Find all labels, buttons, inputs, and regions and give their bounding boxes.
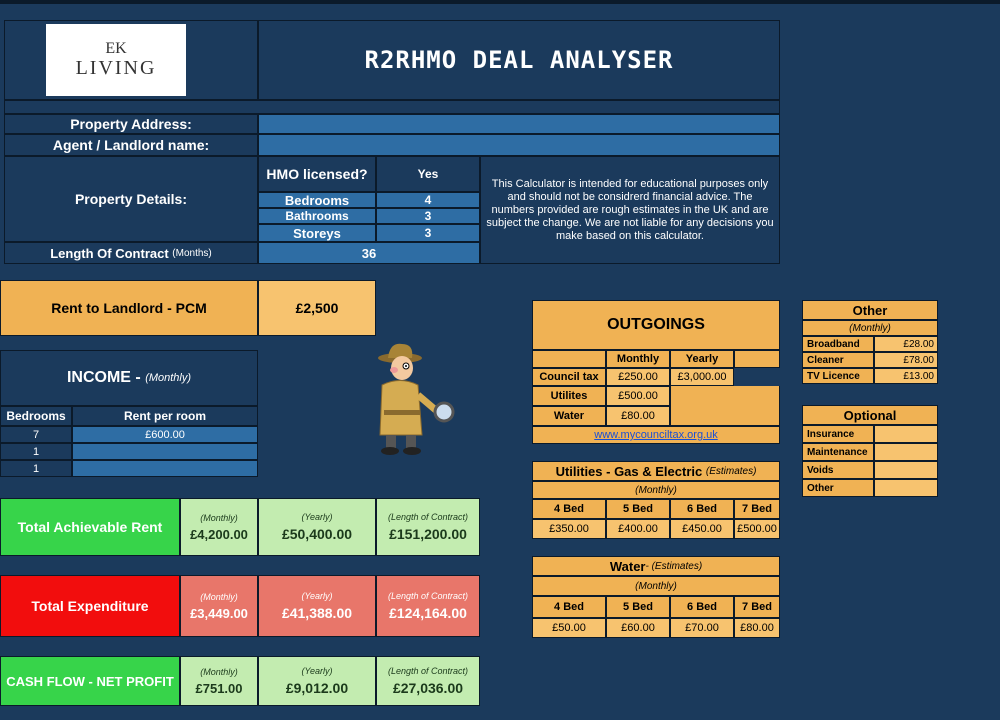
spacer-row xyxy=(4,100,780,114)
contract-label-text: Length Of Contract xyxy=(50,245,169,261)
water-estimates-title-text: Water xyxy=(609,558,646,574)
income-row-3-rent[interactable] xyxy=(72,460,258,477)
utilities-value-7: £500.00 xyxy=(734,519,780,539)
outgoings-filler-top xyxy=(734,350,780,368)
total-rent-contract-head: (Length of Contract) xyxy=(387,512,469,522)
company-logo xyxy=(46,24,186,96)
water-value-7: £80.00 xyxy=(734,618,780,638)
total-rent-contract-value: £151,200.00 xyxy=(389,526,467,542)
water-monthly[interactable]: £80.00 xyxy=(606,406,670,426)
hmo-label: HMO licensed? xyxy=(258,156,376,192)
outgoings-title: OUTGOINGS xyxy=(532,300,780,350)
water-value-6: £70.00 xyxy=(670,618,734,638)
expenditure-contract-value: £124,164.00 xyxy=(389,605,467,621)
optional-item-1-value[interactable] xyxy=(874,425,938,443)
optional-item-1-label: Insurance xyxy=(802,425,874,443)
optional-item-2-label: Maintenance xyxy=(802,443,874,461)
utilities-head-4: 4 Bed xyxy=(532,499,606,519)
council-tax-link[interactable] xyxy=(532,426,780,444)
total-rent-monthly xyxy=(180,498,258,556)
storeys-value[interactable]: 3 xyxy=(376,224,480,242)
water-estimates-title xyxy=(532,556,780,576)
utilities-estimates-monthly: (Monthly) xyxy=(532,481,780,499)
outgoings-col-yearly: Yearly xyxy=(670,350,734,368)
bathrooms-value[interactable]: 3 xyxy=(376,208,480,224)
address-input[interactable] xyxy=(258,114,780,134)
bathrooms-label: Bathrooms xyxy=(258,208,376,224)
income-row-2-rent[interactable] xyxy=(72,443,258,460)
property-details-label: Property Details: xyxy=(4,156,258,242)
total-rent-contract xyxy=(376,498,480,556)
total-rent-yearly-head: (Yearly) xyxy=(301,512,333,522)
address-label: Property Address: xyxy=(4,114,258,134)
utilities-head-5: 5 Bed xyxy=(606,499,670,519)
income-title-text: INCOME - xyxy=(66,369,141,386)
contract-length-label xyxy=(4,242,258,264)
total-rent-label: Total Achievable Rent xyxy=(0,498,180,556)
water-head-7: 7 Bed xyxy=(734,596,780,618)
water-head-5: 5 Bed xyxy=(606,596,670,618)
other-item-3-value[interactable]: £13.00 xyxy=(874,368,938,384)
agent-label: Agent / Landlord name: xyxy=(4,134,258,156)
top-bar xyxy=(0,0,1000,4)
utilities-label: Utilites xyxy=(532,386,606,406)
cashflow-contract xyxy=(376,656,480,706)
storeys-label: Storeys xyxy=(258,224,376,242)
water-label: Water xyxy=(532,406,606,426)
other-item-3-label: TV Licence xyxy=(802,368,874,384)
contract-unit: (Months) xyxy=(172,247,212,259)
water-estimates-title-sub: - (Estimates) xyxy=(645,560,703,572)
other-item-1-label: Broadband xyxy=(802,336,874,352)
expenditure-contract-head: (Length of Contract) xyxy=(387,591,469,601)
utilities-head-6: 6 Bed xyxy=(670,499,734,519)
council-tax-link-text[interactable]: www.mycounciltax.org.uk xyxy=(594,429,718,441)
optional-item-2-value[interactable] xyxy=(874,443,938,461)
council-tax-monthly[interactable]: £250.00 xyxy=(606,368,670,386)
income-row-2-bedrooms[interactable]: 1 xyxy=(0,443,72,460)
council-tax-yearly: £3,000.00 xyxy=(670,368,734,386)
outgoings-filler-mid xyxy=(670,386,780,426)
water-head-4: 4 Bed xyxy=(532,596,606,618)
outgoings-corner xyxy=(532,350,606,368)
income-title-sub: (Monthly) xyxy=(145,372,192,384)
income-row-1-rent[interactable]: £600.00 xyxy=(72,426,258,443)
total-rent-yearly xyxy=(258,498,376,556)
expenditure-monthly-head: (Monthly) xyxy=(200,591,238,602)
cashflow-yearly xyxy=(258,656,376,706)
expenditure-yearly-value: £41,388.00 xyxy=(281,605,353,621)
water-value-5: £60.00 xyxy=(606,618,670,638)
utilities-value-4: £350.00 xyxy=(532,519,606,539)
water-head-6: 6 Bed xyxy=(670,596,734,618)
expenditure-yearly-head: (Yearly) xyxy=(301,591,333,601)
optional-item-4-value[interactable] xyxy=(874,479,938,497)
hmo-value[interactable]: Yes xyxy=(376,156,480,192)
cashflow-monthly-head: (Monthly) xyxy=(200,666,238,677)
council-tax-label: Council tax xyxy=(532,368,606,386)
page-title: R2RHMO DEAL ANALYSER xyxy=(258,20,780,100)
contract-length-value[interactable]: 36 xyxy=(258,242,480,264)
rent-value[interactable]: £2,500 xyxy=(258,280,376,336)
utilities-estimates-title-text: Utilities - Gas & Electric xyxy=(555,463,703,479)
optional-item-3-value[interactable] xyxy=(874,461,938,479)
expenditure-yearly xyxy=(258,575,376,637)
other-item-2-value[interactable]: £78.00 xyxy=(874,352,938,368)
cashflow-label: CASH FLOW - NET PROFIT xyxy=(0,656,180,706)
other-monthly: (Monthly) xyxy=(802,320,938,336)
utilities-value-6: £450.00 xyxy=(670,519,734,539)
income-row-3-bedrooms[interactable]: 1 xyxy=(0,460,72,477)
cashflow-yearly-value: £9,012.00 xyxy=(285,680,349,696)
other-item-1-value[interactable]: £28.00 xyxy=(874,336,938,352)
water-estimates-monthly: (Monthly) xyxy=(532,576,780,596)
expenditure-monthly xyxy=(180,575,258,637)
optional-title: Optional xyxy=(802,405,938,425)
total-rent-yearly-value: £50,400.00 xyxy=(281,526,353,542)
detective-illustration xyxy=(360,340,460,460)
logo-text: LIVING xyxy=(75,56,157,79)
income-col-rent: Rent per room xyxy=(72,406,258,426)
utilities-head-7: 7 Bed xyxy=(734,499,780,519)
other-title: Other xyxy=(802,300,938,320)
utilities-monthly[interactable]: £500.00 xyxy=(606,386,670,406)
other-item-2-label: Cleaner xyxy=(802,352,874,368)
water-value-4: £50.00 xyxy=(532,618,606,638)
total-rent-monthly-value: £4,200.00 xyxy=(190,526,248,542)
utilities-estimates-title-sub: (Estimates) xyxy=(705,465,757,477)
utilities-estimates-title xyxy=(532,461,780,481)
outgoings-col-monthly: Monthly xyxy=(606,350,670,368)
income-row-1-bedrooms[interactable]: 7 xyxy=(0,426,72,443)
rent-label: Rent to Landlord - PCM xyxy=(0,280,258,336)
disclaimer-text: This Calculator is intended for educational purposes only and should not be considrerd financial advice. The numbers provided are rough estimates in the UK and are subject the change. We are not liable for any decisions you make based on this calculator. xyxy=(480,156,780,264)
cashflow-contract-head: (Length of Contract) xyxy=(387,666,469,676)
total-rent-monthly-head: (Monthly) xyxy=(200,512,238,523)
expenditure-monthly-value: £3,449.00 xyxy=(190,605,248,621)
income-col-bedrooms: Bedrooms xyxy=(0,406,72,426)
optional-item-3-label: Voids xyxy=(802,461,874,479)
cashflow-monthly-value: £751.00 xyxy=(195,680,243,696)
cashflow-contract-value: £27,036.00 xyxy=(392,680,464,696)
expenditure-contract xyxy=(376,575,480,637)
bedrooms-value[interactable]: 4 xyxy=(376,192,480,208)
agent-input[interactable] xyxy=(258,134,780,156)
total-expenditure-label: Total Expenditure xyxy=(0,575,180,637)
optional-item-4-label: Other xyxy=(802,479,874,497)
cashflow-yearly-head: (Yearly) xyxy=(301,666,333,676)
utilities-value-5: £400.00 xyxy=(606,519,670,539)
logo-mark: EK xyxy=(105,39,127,57)
bedrooms-label: Bedrooms xyxy=(258,192,376,208)
cashflow-monthly xyxy=(180,656,258,706)
income-title xyxy=(0,350,258,406)
